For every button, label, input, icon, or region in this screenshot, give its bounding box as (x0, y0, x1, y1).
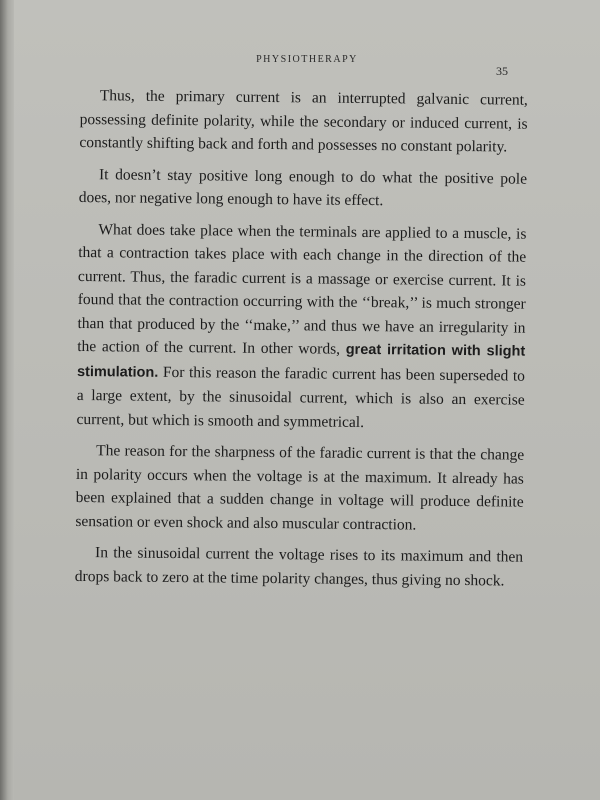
paragraph-3 (76, 217, 526, 435)
paragraph-2: It doesn’t stay positive long enough to do what the positive pole does, nor negative long enough to have its effect. (78, 165, 528, 210)
paragraph-3-end: For this reason the faradic current has been superseded to a large extent, by the sinusoidal current, which is also an exercise current, but which is smooth and symmetrical. (76, 363, 526, 431)
bold-phrase: great irritation with slight stimulation. (76, 341, 526, 381)
paragraph-3-start: What does take place when the terminals are applied to a muscle, is that a contraction takes place with each change in the direction of the current. Thus, the faradic current is a massage or exercise current. It is found that the contraction occurring with the ‘‘break,’’ is much stronger than that produced by the ‘‘make,’’ and thus we have an irregularity in the action of the current. In other words, (77, 220, 527, 358)
paragraph-4: The reason for the sharpness of the faradic current is that the change in polarity occurs when the voltage is at the maximum. It already has been explained that a sudden change in voltage will produce definite sensation or even shock and also muscular contraction. (75, 442, 525, 534)
page-number: 35 (496, 64, 508, 78)
running-header: PHYSIOTHERAPY (256, 54, 358, 65)
body-text (75, 84, 528, 601)
paragraph-5: In the sinusoidal current the voltage rises to its maximum and then drops back to zero at the time polarity changes, thus giving no shock. (74, 544, 524, 589)
book-page (14, 0, 600, 800)
paragraph-1: Thus, the primary current is an interrupted galvanic current, possessing definite polarity, while the secondary or induced current, is constantly shifting back and forth and possesses no constant polarity. (79, 87, 528, 156)
